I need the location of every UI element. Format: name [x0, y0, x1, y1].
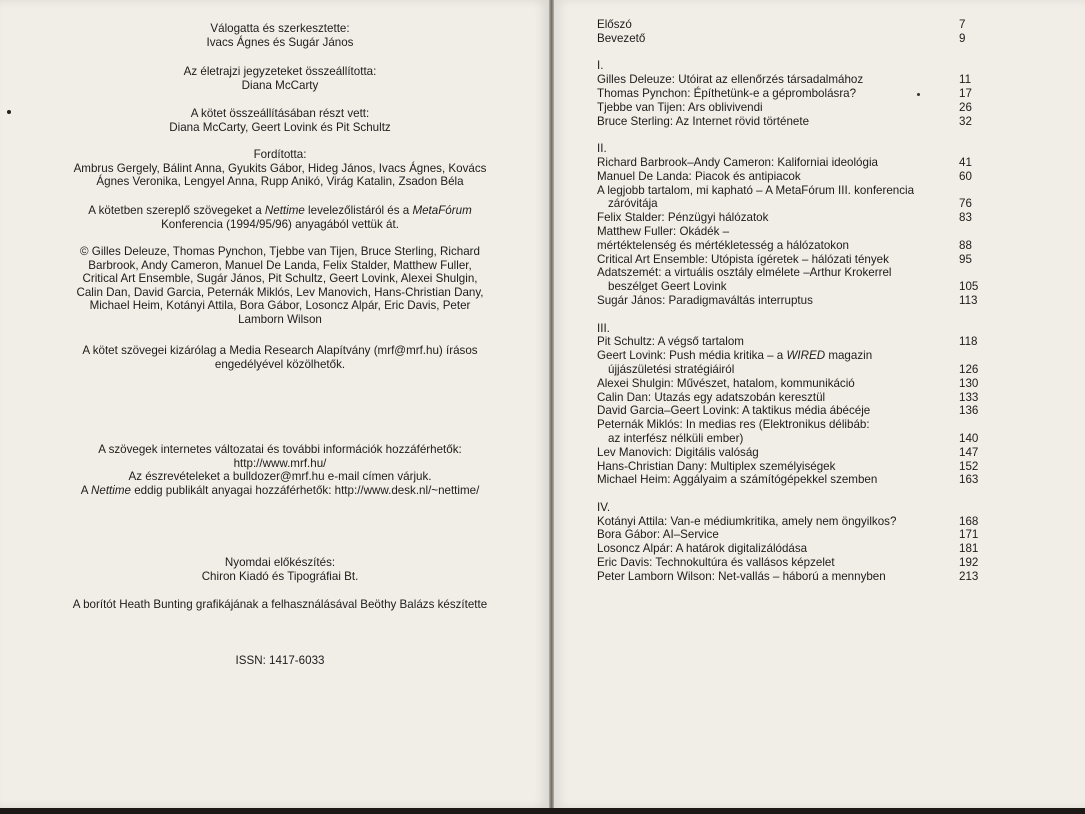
toc-title: Pit Schultz: A végső tartalom: [597, 335, 744, 349]
toc-title: Peter Lamborn Wilson: Net-vallás – háború a mennyben: [597, 569, 886, 583]
rights-line: engedélyével közölhetők.: [214, 357, 346, 371]
source-line-2: Konferencia (1994/95/96) anyagából vettük át.: [161, 217, 399, 231]
cover-credit-text: A borítót Heath Bunting grafikájának a felhasználásával Beöthy Balázs készítette: [72, 598, 488, 611]
toc-entry: [597, 432, 1017, 446]
toc-entry: [597, 391, 1017, 405]
translators-label: Fordította:: [253, 148, 307, 161]
toc-title: Adatszemét: a virtuális osztály elmélete –Arthur Krokerrel: [597, 266, 892, 280]
bio-block: [60, 65, 500, 92]
toc-title: Eric Davis: Technokultúra és vallásos képzelet: [597, 556, 835, 570]
table-of-contents: [597, 18, 1017, 584]
toc-entry: [597, 473, 1017, 487]
toc-page: 163: [959, 473, 979, 487]
copyright-line: Calin Dan, David Garcia, Peternák Miklós, Lev Manovich, Hans-Christian Dany,: [76, 285, 484, 299]
toc-title: Sugár János: Paradigmaváltás interruptus: [597, 293, 813, 307]
toc-page: 11: [959, 73, 972, 87]
bottom-edge: [0, 808, 1085, 814]
toc-title: záróvitája: [608, 197, 658, 211]
toc-title: Richard Barbrook–Andy Cameron: Kaliforniai ideológia: [597, 155, 878, 169]
cover-credit: [40, 598, 520, 612]
source-line: [60, 204, 500, 218]
contrib-names: Diana McCarty, Geert Lovink és Pit Schultz: [169, 120, 391, 134]
toc-entry: [597, 460, 1017, 474]
toc-title: Gilles Deleuze: Utóirat az ellenőrzés társadalmához: [597, 73, 864, 87]
translators-line: Ágnes Veronika, Lengyel Anna, Rupp Anikó, Virág Katalin, Zsadon Béla: [96, 175, 464, 188]
print-block: [60, 556, 500, 583]
toc-page: 95: [959, 252, 972, 266]
toc-title: A legjobb tartalom, mi kapható – A MetaFórum III. konferencia: [597, 183, 915, 197]
print-value: Chiron Kiadó és Tipográfiai Bt.: [201, 569, 359, 583]
toc-page: 105: [959, 280, 979, 294]
nettime-title: Nettime: [264, 204, 305, 217]
toc-title: Geert Lovink: Push média kritika – a: [597, 349, 787, 363]
toc-page: 171: [959, 528, 979, 542]
toc-entry: [597, 115, 1017, 129]
section-heading: [597, 322, 1017, 336]
toc-entry: [597, 294, 1017, 308]
section-heading: [597, 59, 1017, 73]
toc-entry: [597, 18, 1017, 32]
nettime-title: Nettime: [91, 483, 131, 497]
toc-page: 32: [959, 114, 972, 128]
web-line: A szövegek internetes változatai és további információk hozzáférhetők:: [98, 443, 462, 456]
copyright-line: Lamborn Wilson: [238, 312, 322, 326]
toc-page: 9: [959, 31, 966, 45]
bio-name: Diana McCarty: [241, 78, 319, 92]
print-label: Nyomdai előkészítés:: [224, 556, 336, 569]
toc-entry: [597, 280, 1017, 294]
toc-title: Matthew Fuller: Okádék –: [597, 224, 730, 238]
toc-page: 118: [959, 335, 978, 349]
toc-entry: [597, 556, 1017, 570]
copyright-block: [60, 245, 500, 326]
web-block: [60, 443, 500, 497]
translators-line: Ambrus Gergely, Bálint Anna, Gyukits Gábor, Hideg János, Ivacs Ágnes, Kovács: [73, 161, 487, 175]
toc-title: Hans-Christian Dany: Multiplex személyiségek: [597, 459, 836, 473]
toc-title: Bevezető: [597, 31, 646, 45]
source-text: A kötetben szereplő szövegeket a: [88, 204, 265, 217]
toc-entry: [597, 515, 1017, 529]
toc-title: David Garcia–Geert Lovink: A taktikus média ábécéje: [597, 404, 871, 418]
toc-entry: [597, 211, 1017, 225]
source-text: levelezőlistáról és a: [304, 204, 413, 217]
toc-title: Calin Dan: Utazás egy adatszobán keresztül: [597, 390, 826, 404]
editors-label: Válogatta és szerkesztette:: [210, 22, 350, 35]
web-url: http://www.mrf.hu/: [233, 456, 327, 470]
toc-title: beszélget Geert Lovink: [608, 280, 727, 294]
toc-title: Alexei Shulgin: Művészet, hatalom, kommunikáció: [597, 376, 855, 390]
toc-page: 76: [959, 197, 972, 211]
contrib-label: A kötet összeállításában részt vett:: [190, 107, 370, 120]
toc-title: Felix Stalder: Pénzügyi hálózatok: [597, 211, 769, 225]
toc-page: 181: [959, 542, 979, 556]
issn-text: ISSN: 1417-6033: [235, 654, 325, 667]
copyright-line: Michael Heim, Kotányi Attila, Bora Gábor, Losoncz Alpár, Eric Davis, Peter: [89, 299, 471, 312]
copyright-line: Critical Art Ensemble, Sugár János, Pit Schultz, Geert Lovink, Alexei Shulgin,: [82, 272, 478, 285]
toc-entry: [597, 225, 1017, 239]
toc-page: 126: [959, 362, 979, 376]
toc-entry: [597, 253, 1017, 267]
toc-title: Tjebbe van Tijen: Ars oblivivendi: [597, 100, 763, 114]
toc-page: 136: [959, 404, 979, 418]
toc-title: az interfész nélküli ember): [608, 431, 744, 445]
toc-entry: [597, 87, 1017, 101]
toc-page: 213: [959, 569, 979, 583]
web-line: Az észrevételeket a bulldozer@mrf.hu e-mail címen várjuk.: [128, 470, 432, 483]
toc-title: Losoncz Alpár: A határok digitalizálódása: [597, 542, 808, 556]
toc-page: 133: [959, 390, 979, 404]
issn: [60, 654, 500, 668]
toc-page: 17: [959, 86, 972, 100]
toc-entry: [597, 404, 1017, 418]
toc-entry: [597, 335, 1017, 349]
toc-title: Előszó: [597, 18, 632, 31]
toc-page: 168: [959, 514, 979, 528]
contrib-block: [60, 107, 500, 134]
toc-page: 41: [959, 155, 972, 169]
source-block: [60, 204, 500, 231]
toc-entry: [597, 570, 1017, 584]
copyright-line: Barbrook, Andy Cameron, Manuel De Landa, Felix Stalder, Matthew Fuller,: [88, 258, 472, 272]
toc-title: Bora Gábor: AI–Service: [597, 528, 719, 542]
toc-page: 147: [959, 445, 979, 459]
toc-page: 113: [959, 293, 978, 307]
metaforum-title: MetaFórum: [412, 204, 472, 217]
ink-spot: [7, 110, 11, 114]
toc-entry: [597, 377, 1017, 391]
toc-page: 130: [959, 376, 979, 390]
toc-entry: [597, 542, 1017, 556]
toc-title: Bruce Sterling: Az Internet rövid története: [597, 114, 810, 128]
toc-page: 152: [959, 459, 979, 473]
toc-title: Kotányi Attila: Van-e médiumkritika, amely nem öngyilkos?: [597, 514, 897, 528]
toc-title: Michael Heim: Aggályaim a számítógépekkel szemben: [597, 473, 878, 487]
toc-entry: [597, 446, 1017, 460]
toc-page: 192: [959, 556, 979, 570]
toc-entry: [597, 363, 1017, 377]
toc-entry: [597, 197, 1017, 211]
toc-entry: [597, 73, 1017, 87]
rights-block: [60, 344, 500, 371]
toc-title: mértéktelenség és mértékletesség a hálózatokon: [597, 238, 849, 252]
section-heading: [597, 142, 1017, 156]
section-label: III.: [597, 321, 610, 335]
toc-entry: [597, 101, 1017, 115]
toc-entry: [597, 266, 1017, 280]
toc-title: Critical Art Ensemble: Utópista ígéretek – hálózati tények: [597, 252, 889, 266]
toc-title: Peternák Miklós: In medias res (Elektronikus délibáb:: [597, 418, 870, 432]
toc-entry: [597, 528, 1017, 542]
toc-title: Manuel De Landa: Piacok és antipiacok: [597, 169, 801, 183]
section-heading: [597, 501, 1017, 515]
toc-title: Lev Manovich: Digitális valóság: [597, 445, 759, 459]
toc-entry: [597, 184, 1017, 198]
section-label: I.: [597, 59, 604, 73]
copyright-line: © Gilles Deleuze, Thomas Pynchon, Tjebbe van Tijen, Bruce Sterling, Richard: [80, 245, 480, 258]
toc-entry: [597, 418, 1017, 432]
toc-entry: [597, 32, 1017, 46]
toc-page: 7: [959, 18, 966, 31]
section-label: IV.: [597, 500, 611, 514]
editors-names: Ivacs Ágnes és Sugár János: [206, 35, 354, 49]
section-label: II.: [597, 142, 607, 156]
toc-entry: [597, 239, 1017, 253]
web-text: eddig publikált anyagai hozzáférhetők: http://www.desk.nl/~nettime/: [130, 483, 480, 497]
toc-entry: [597, 156, 1017, 170]
editors-block: [60, 22, 500, 49]
toc-entry: [597, 349, 1017, 363]
toc-title: újjászületési stratégiáiról: [608, 362, 735, 376]
bio-label: Az életrajzi jegyzeteket összeállította:: [183, 65, 377, 78]
toc-entry: [597, 170, 1017, 184]
toc-page: 83: [959, 211, 972, 225]
translators-block: [60, 148, 500, 189]
toc-page: 88: [959, 238, 972, 252]
toc-page: 60: [959, 169, 972, 183]
toc-title: Thomas Pynchon: Építhetünk-e a géprombolásra?: [597, 86, 857, 100]
wired-title: WIRED: [786, 349, 826, 363]
toc-page: 140: [959, 431, 979, 445]
rights-line: A kötet szövegei kizárólag a Media Research Alapítvány (mrf@mrf.hu) írásos: [82, 344, 478, 357]
toc-page: 26: [959, 100, 972, 114]
web-line: [60, 484, 500, 498]
toc-title: magazin: [825, 349, 873, 363]
web-text: A: [80, 483, 92, 497]
